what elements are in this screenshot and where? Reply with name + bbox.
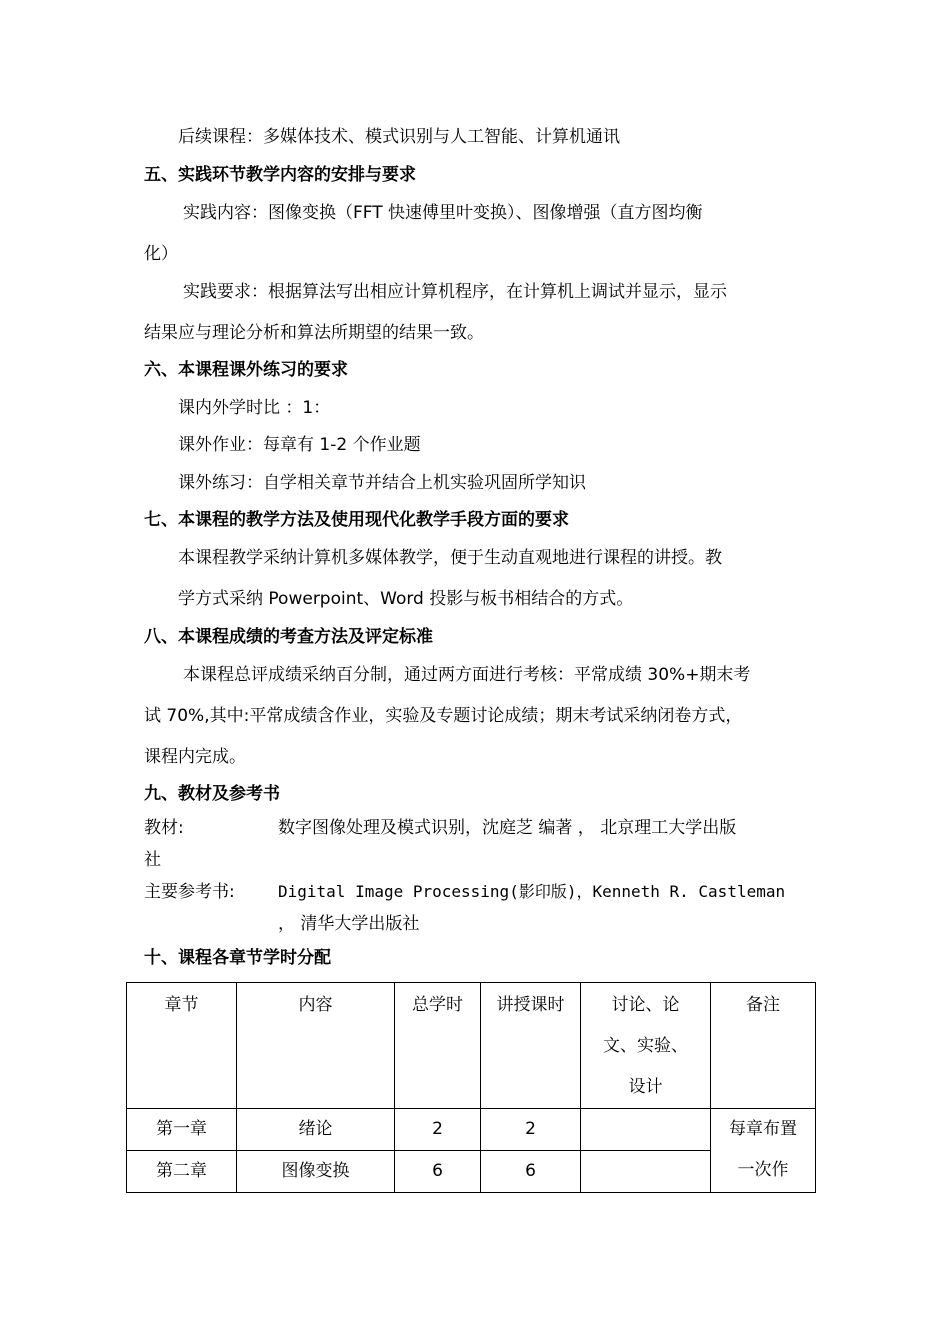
hour-ratio: 课内外学时比 ：1： xyxy=(178,398,331,418)
header-discussion-line3: 设计 xyxy=(628,1077,663,1097)
reference-label: 主要参考书: xyxy=(144,882,235,902)
practice-content-line2: 化） xyxy=(144,244,178,264)
header-discussion-line2: 文、实验、 xyxy=(603,1036,688,1056)
header-chapter xyxy=(127,983,237,1109)
homework: 课外作业：每章有 1-2 个作业题 xyxy=(178,435,421,455)
grading-line1: 本课程总评成绩采纳百分制，通过两方面进行考核：平常成绩 30%+期末考 xyxy=(183,665,751,685)
row2-discussion xyxy=(581,1151,711,1193)
header-content xyxy=(237,983,395,1109)
header-total-hours-text: 总学时 xyxy=(412,995,463,1015)
teaching-method-line2: 学方式采纳 Powerpoint、Word 投影与板书相结合的方式。 xyxy=(178,589,634,609)
header-total-hours xyxy=(395,983,481,1109)
grading-line3: 课程内完成。 xyxy=(144,747,246,767)
section-10-heading: 十、课程各章节学时分配 xyxy=(144,948,331,968)
reference-value-cont: ， 清华大学出版社 xyxy=(278,914,420,934)
header-discussion xyxy=(581,983,711,1109)
practice-requirement-line2: 结果应与理论分析和算法所期望的结果一致。 xyxy=(144,323,484,343)
hours-allocation-table xyxy=(126,982,816,1193)
header-content-text: 内容 xyxy=(298,995,333,1015)
row1-content: 绪论 xyxy=(237,1109,395,1151)
section-5-heading: 五、实践环节教学内容的安排与要求 xyxy=(144,165,416,185)
row1-discussion xyxy=(581,1109,711,1151)
header-lecture-hours-text: 讲授课时 xyxy=(496,995,565,1015)
textbook-value: 数字图像处理及模式识别，沈庭芝 编著 ， 北京理工大学出版 xyxy=(278,818,737,838)
exercises: 课外练习：自学相关章节并结合上机实验巩固所学知识 xyxy=(178,473,586,493)
practice-requirement-line1: 实践要求：根据算法写出相应计算机程序，在计算机上调试并显示，显示 xyxy=(183,282,727,302)
section-8-heading: 八、本课程成绩的考查方法及评定标准 xyxy=(144,627,433,647)
section-7-heading: 七、本课程的教学方法及使用现代化教学手段方面的要求 xyxy=(144,510,569,530)
section-9-heading: 九、教材及参考书 xyxy=(144,784,280,804)
table-row xyxy=(127,1109,816,1151)
teaching-method-line1: 本课程教学采纳计算机多媒体教学，便于生动直观地进行课程的讲授。教 xyxy=(178,548,722,568)
practice-content-line1: 实践内容：图像变换（FFT 快速傅里叶变换）、图像增强（直方图均衡 xyxy=(183,203,703,223)
header-notes-text: 备注 xyxy=(746,995,780,1015)
row1-lecture: 2 xyxy=(481,1109,581,1151)
textbook-label: 教材: xyxy=(144,818,184,838)
textbook-value-cont: 社 xyxy=(144,850,161,870)
section-6-heading: 六、本课程课外练习的要求 xyxy=(144,360,348,380)
row1-total: 2 xyxy=(395,1109,481,1151)
row2-content: 图像变换 xyxy=(237,1151,395,1193)
header-chapter-text: 章节 xyxy=(164,995,199,1015)
row1-chapter: 第一章 xyxy=(127,1109,237,1151)
header-notes xyxy=(711,983,816,1109)
row2-chapter: 第二章 xyxy=(127,1151,237,1193)
header-discussion-line1: 讨论、论 xyxy=(611,995,680,1015)
table-header-row xyxy=(127,983,816,1109)
row2-lecture: 6 xyxy=(481,1151,581,1193)
reference-value: Digital Image Processing(影印版)，Kenneth R. Castleman xyxy=(278,882,786,901)
row2-total: 6 xyxy=(395,1151,481,1193)
header-lecture-hours xyxy=(481,983,581,1109)
notes-line2: 一次作 xyxy=(737,1160,789,1180)
followup-courses: 后续课程：多媒体技术、模式识别与人工智能、计算机通讯 xyxy=(178,127,620,147)
grading-line2: 试 70%,其中:平常成绩含作业，实验及专题讨论成绩；期末考试采纳闭卷方式， xyxy=(144,706,743,726)
notes-line1: 每章布置 xyxy=(729,1119,797,1139)
notes-cell xyxy=(711,1109,816,1193)
